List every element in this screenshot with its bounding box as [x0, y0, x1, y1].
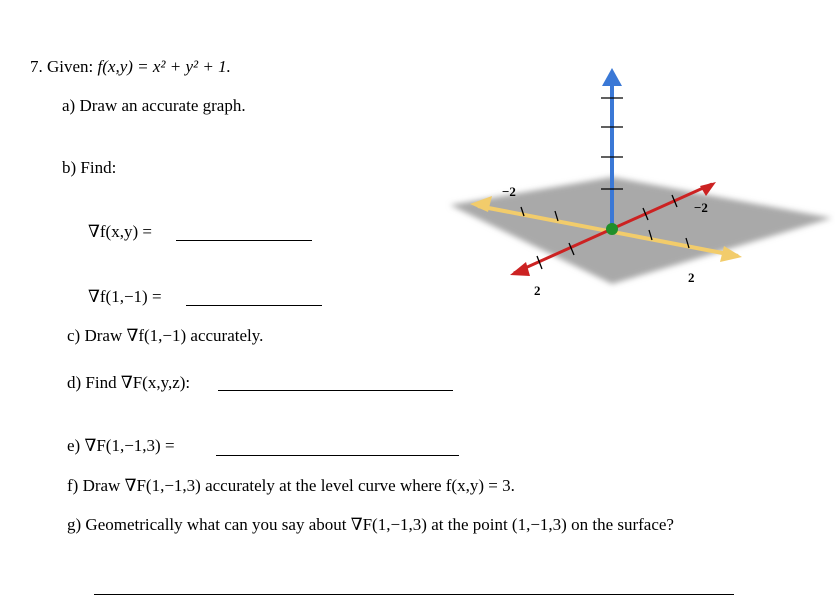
z-axis-arrow	[602, 68, 622, 86]
label-x-pos: 2	[534, 283, 541, 298]
problem-number: 7.	[30, 57, 43, 76]
part-f: f) Draw ∇F(1,−1,3) accurately at the level curve where f(x,y) = 3.	[67, 476, 515, 495]
part-c: c) Draw ∇f(1,−1) accurately.	[67, 326, 264, 345]
label-x-neg: −2	[694, 200, 708, 215]
part-b-gradient-xy: ∇f(x,y) =	[88, 222, 152, 241]
function-definition: f(x,y) = x² + y² + 1.	[97, 57, 231, 76]
origin-point	[606, 223, 618, 235]
given-label: Given:	[47, 57, 94, 76]
part-g: g) Geometrically what can you say about ∇F(1,−1,3) at the point (1,−1,3) on the surface?	[67, 515, 674, 534]
label-y-pos: 2	[688, 270, 695, 285]
part-b-gradient-point: ∇f(1,−1) =	[88, 287, 162, 306]
label-y-neg: −2	[502, 184, 516, 199]
part-d: d) Find ∇F(x,y,z):	[67, 373, 191, 392]
part-a: a) Draw an accurate graph.	[62, 96, 246, 115]
part-b: b) Find:	[62, 158, 117, 177]
x-axis-arrow-neg	[510, 262, 530, 276]
part-e: e) ∇F(1,−1,3) =	[67, 436, 175, 455]
